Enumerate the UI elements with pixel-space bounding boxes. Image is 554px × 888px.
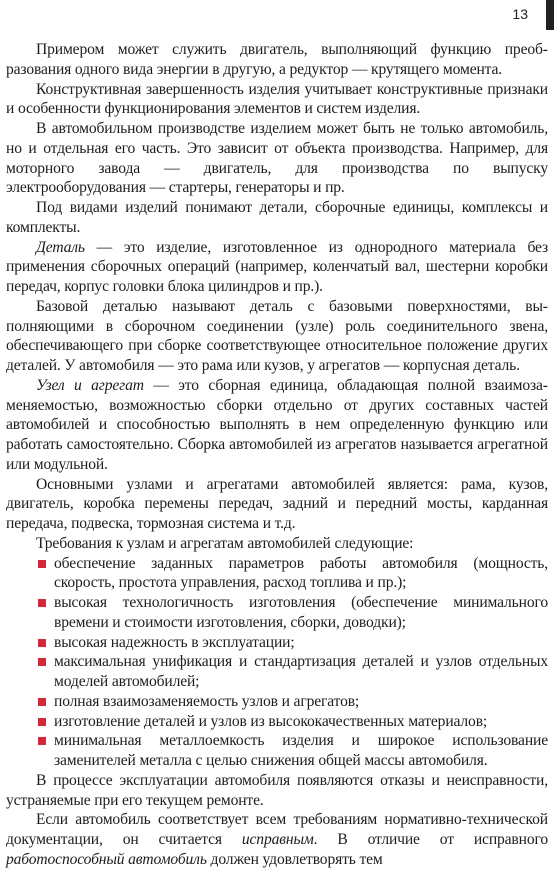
bullet-square-icon [38,560,46,568]
list-item-text: высокая технологичность изготовления (обеспечение минимального времени и стоимости изготовления, сборки, доводки); [54,594,548,631]
list-item [6,712,548,732]
bullet-square-icon [38,718,46,726]
list-item-text: минимальная металлоемкость изделия и широкое использование заменителей металла с целью снижения общей массы автомобиля. [54,732,548,769]
paragraph: Требования к узлам и агрегатам автомобилей следующие: [36,534,414,552]
paragraph: Под видами изделий понимают детали, сборочные единицы, комплексы и комплекты. [6,199,548,236]
list-item [6,692,548,712]
list-item-text: изготовление деталей и узлов из высококачественных материалов; [54,712,488,730]
term-serviceable: исправным [241,831,314,848]
bullet-square-icon [38,639,46,647]
paragraph-text: — это сборная единица, обладающая полной взаимозаменяемостью, возможностью сборки отдельно от других составных частей автомобилей и способностью выполнять в нем определенную функцию или работать самостоятельно. Сборка автомобилей из агрегатов называется агрегатной или модульной. [6,376,548,473]
list-item [6,593,548,633]
paragraph: Основными узлами и агрегатами автомобилей является: рама, кузов, двигатель, коробка перемены передач, задний и передний мосты, карданная передача, подвеска, тормозная система и т.д. [6,475,548,532]
list-item-text: высокая надежность в эксплуатации; [54,633,295,651]
paragraph: Базовой деталью называют деталь с базовыми поверхностями, выполняющими в сборочном соединении (узле) роль соединительного звена, обеспечивающего при сборке соответствующее относительное положение других деталей. У автомобиля — это рама или кузов, у агрегатов — корпусная деталь. [6,297,548,374]
paragraph [6,810,548,869]
term-operable-vehicle: работоспособный автомобиль [6,850,207,868]
bullet-square-icon [38,658,46,666]
page-body [6,40,548,870]
bullet-square-icon [38,599,46,607]
list-item [6,554,548,594]
bullet-square-icon [38,737,46,745]
term-detail: Деталь [36,238,85,256]
paragraph-text: . В отличие от исправного [313,831,548,848]
paragraph: Примером может служить двигатель, выполняющий функцию преобразования одного вида энергии в другую, а редуктор — крутящего момента. [6,41,548,78]
list-item-text: обеспечение заданных параметров работы автомобиля (мощность, скорость, простота управления, расход топлива и пр.); [54,554,548,592]
paragraph: Конструктивная завершенность изделия учитывает конструктивные признаки и особенности функционирования элементов и систем изделия. [6,80,548,118]
requirements-list [6,554,548,771]
paragraph [6,238,548,297]
page-number: 13 [512,6,528,22]
page-edge-bar [546,0,554,30]
list-item-text: полная взаимозаменяемость узлов и агрегатов; [54,692,360,710]
bullet-square-icon [38,698,46,706]
paragraph: В автомобильном производстве изделием может быть не только автомобиль, но и отдельная его часть. Это зависит от объекта производства. Например, для моторного завода — двигатель, для производства по выпуску электрооборудования — стартеры, генераторы и пр. [6,120,548,197]
list-item-text: максимальная унификация и стандартизация деталей и узлов отдельных моделей автомобилей; [54,653,548,690]
list-item [6,731,548,771]
paragraph [6,376,548,475]
list-item [6,652,548,692]
list-item [6,633,548,653]
paragraph: В процессе эксплуатации автомобиля появляются отказы и неисправности, устраняемые при его текущем ремонте. [6,771,548,809]
paragraph-text: Если автомобиль соответствует всем требованиям нормативно-технической документации, он считается [6,811,548,848]
paragraph-text: должен удовлетворять тем [206,850,383,868]
paragraph-text: — это изделие, изготовленное из однородного материала без применения сборочных операций (например, коленчатый вал, шестерни коробки передач, корпус головки блока цилиндров и пр.). [6,238,548,295]
term-unit-assembly: Узел и агрегат [36,376,144,394]
